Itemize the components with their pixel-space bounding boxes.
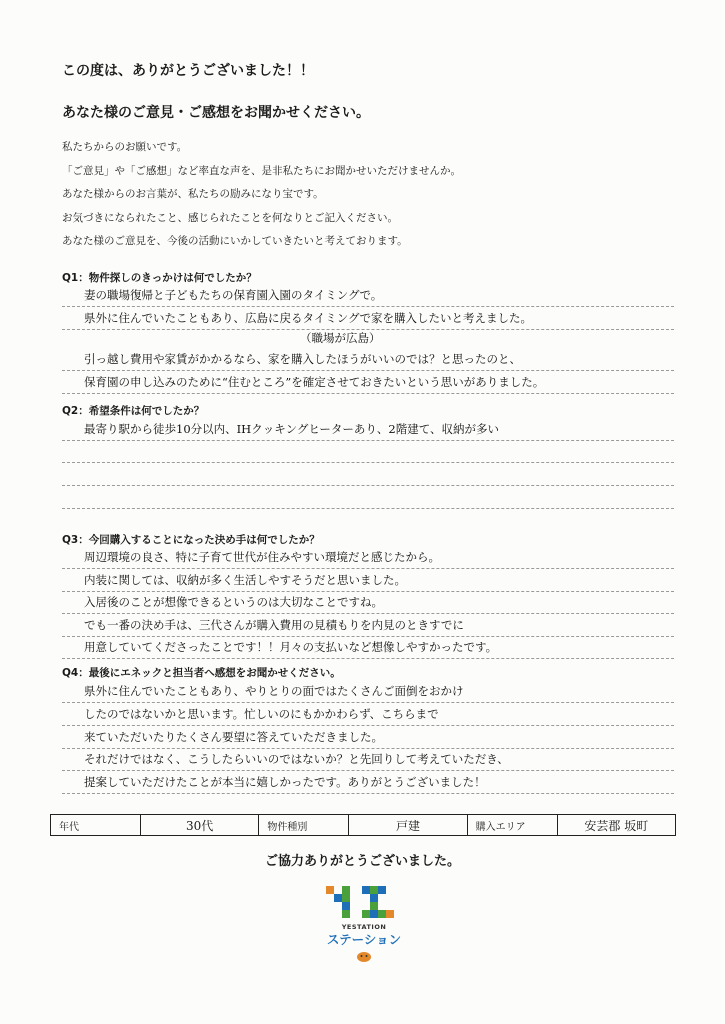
- q3-answer: [62, 546, 674, 659]
- logo-mascot-icon: [357, 952, 371, 962]
- answer-line: [62, 330, 674, 349]
- intro-line: あなた様のご意見を、今後の活動にいかしていきたいと考えております。: [62, 235, 408, 247]
- handwriting: 内装に関しては、収納が多く生活しやすそうだと思いました。: [84, 573, 406, 587]
- handwriting: 県外に住んでいたこともあり、広島に戻るタイミングで家を購入したいと考えました。: [84, 311, 533, 325]
- respondent-info-table: [50, 814, 676, 836]
- request-heading: あなた様のご意見・ご感想をお聞かせください。: [62, 105, 370, 121]
- handwriting: （職場が広島）: [300, 331, 381, 345]
- handwriting: それだけではなく、こうしたらいいのではないか？と先回りして考えていただき、: [84, 752, 509, 766]
- handwriting: 最寄り駅から徒歩10分以内、IHクッキングヒーターあり、2階建て、収納が多い: [84, 422, 499, 436]
- answer-line: [62, 637, 674, 659]
- answer-line: [62, 418, 674, 441]
- closing-message: ご協力ありがとうございました。: [264, 854, 460, 869]
- handwriting: 妻の職場復帰と子どもたちの保育園入園のタイミングで。: [84, 288, 383, 302]
- intro-text: [62, 136, 461, 254]
- intro-line: 私たちからのお願いです。: [62, 141, 188, 153]
- answer-line: [62, 726, 674, 749]
- thanks-heading: この度は、ありがとうございました！！: [62, 63, 314, 79]
- answer-line: [62, 771, 674, 794]
- q1-answer: [62, 284, 674, 394]
- answer-line: [62, 307, 674, 330]
- q1-question: Q1：物件探しのきっかけは何でしたか？: [62, 272, 257, 284]
- answer-line: [62, 463, 674, 486]
- answer-line: [62, 592, 674, 614]
- answer-line: [62, 614, 674, 637]
- q2-answer: [62, 418, 674, 509]
- intro-line: お気づきになられたこと、感じられたことを何なりとご記入ください。: [62, 211, 398, 224]
- handwriting: 県外に住んでいたこともあり、やりとりの面ではたくさんご面倒をおかけ: [84, 684, 464, 698]
- property-type-value: 戸建: [349, 815, 467, 835]
- handwriting: 周辺環境の良さ、特に子育て世代が住みやすい環境だと感じたから。: [84, 550, 441, 564]
- handwriting: 来ていただいたりたくさん要望に答えていただきました。: [84, 730, 383, 744]
- yestation-logo: [322, 878, 406, 970]
- answer-line: [62, 546, 674, 569]
- logo-subtext: YESTATION: [341, 923, 387, 931]
- purchase-area-value: 安芸郡 坂町: [584, 818, 649, 833]
- answer-line: [62, 486, 674, 509]
- answer-line: [62, 349, 674, 371]
- intro-line: あなた様からのお言葉が、私たちの励みになり宝です。: [62, 188, 324, 200]
- answer-line: [62, 569, 674, 592]
- handwriting: 引っ越し費用や家賃がかかるなら、家を購入したほうがいいのでは？と思ったのと、: [84, 352, 521, 366]
- handwriting: したのではないかと思います。忙しいのにもかかわらず、こちらまで: [84, 707, 439, 721]
- handwriting: でも一番の決め手は、三代さんが購入費用の見積もりを内見のときすでに: [84, 618, 464, 632]
- q3-question: Q3：今回購入することになった決め手は何でしたか？: [62, 534, 320, 546]
- logo-katakana: ステーション: [326, 932, 402, 947]
- handwriting: 提案していただけたことが本当に嬉しかったです。ありがとうございました！: [84, 775, 486, 789]
- handwriting: 保育園の申し込みのために“住むところ”を確定させておきたいという思いがありました。: [84, 375, 545, 389]
- handwriting: 用意していてくださったことです！！月々の支払いなど想像しやすかったです。: [84, 640, 498, 654]
- property-type-label: 物件種別: [259, 815, 349, 835]
- answer-line: [62, 371, 674, 394]
- answer-line: [62, 284, 674, 307]
- q4-question: Q4：最後にエネックと担当者へ感想をお聞かせください。: [62, 667, 341, 679]
- intro-line: 「ご意見」や「ご感想」など率直な声を、是非私たちにお聞かせいただけませんか。: [62, 164, 461, 177]
- q2-question: Q2：希望条件は何でしたか？: [62, 405, 205, 417]
- logo-graphic: [322, 878, 406, 970]
- q4-answer: [62, 680, 674, 794]
- answer-line: [62, 749, 674, 771]
- logo-blocks: [326, 886, 394, 918]
- purchase-area-label: 購入エリア: [468, 815, 558, 835]
- handwriting: 入居後のことが想像できるというのは大切なことですね。: [84, 595, 383, 609]
- answer-line: [62, 703, 674, 726]
- age-value: 30代: [141, 815, 259, 835]
- answer-line: [62, 441, 674, 463]
- age-label: 年代: [51, 815, 141, 835]
- answer-line: [62, 680, 674, 703]
